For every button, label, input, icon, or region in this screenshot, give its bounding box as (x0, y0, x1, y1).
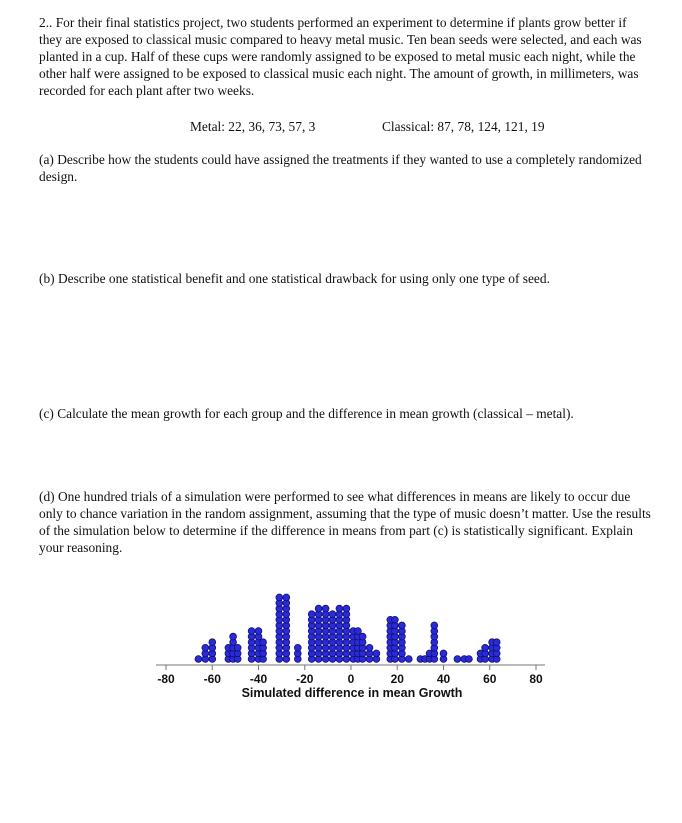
dot (482, 644, 489, 651)
dot (454, 656, 461, 663)
dot (230, 633, 237, 640)
x-tick-label: -60 (203, 672, 221, 686)
dot (195, 656, 202, 663)
classical-data: Classical: 87, 78, 124, 121, 19 (382, 119, 545, 134)
dot (355, 628, 362, 635)
dot (336, 605, 343, 612)
dot (248, 628, 255, 635)
dot (493, 639, 500, 646)
dot (399, 622, 406, 629)
x-tick-label: -40 (249, 672, 268, 686)
dot (392, 616, 399, 623)
x-axis-label: Simulated difference in mean Growth (241, 686, 463, 700)
dot-layer (195, 594, 500, 662)
dot (373, 650, 380, 657)
dot (276, 594, 283, 601)
dot (405, 656, 412, 663)
dot (234, 644, 241, 651)
dot (329, 611, 336, 618)
dot (466, 656, 473, 663)
problem-intro: 2.. For their final statistics project, two students performed an experiment to determine if plants grow better if they are exposed to classical music compared to heavy metal music. Ten bean seeds were selected, and each was planted in a cup. Half of these cups were randomly assigned to be exposed to metal music each night, while the other half were assigned to be exposed to classical music each night. The amount of growth, in millimeters, was recorded for each plant after two weeks. (39, 15, 642, 98)
dot (255, 628, 262, 635)
dot (343, 605, 350, 612)
simulation-dotplot (150, 570, 550, 710)
dot (202, 644, 209, 651)
dot (283, 594, 290, 601)
dot (294, 644, 301, 651)
x-tick-label: 0 (347, 672, 355, 686)
dot (260, 639, 267, 646)
dot (366, 644, 373, 651)
x-tick-label: -80 (157, 672, 175, 686)
dot (440, 650, 447, 657)
dot (359, 633, 366, 640)
dot (308, 611, 315, 618)
question-a: (a) Describe how the students could have assigned the treatments if they wanted to use a completely randomized design. (39, 152, 642, 184)
dot (209, 639, 216, 646)
question-d: (d) One hundred trials of a simulation were performed to see what differences in means are likely to occur due only to chance variation in the random assignment, assuming that the type of music doesn’t matter. Use the results of the simulation below to determine if the difference in means from part (c) is statistically significant. Explain your reasoning. (39, 489, 651, 555)
question-c: (c) Calculate the mean growth for each group and the difference in mean growth (classical – metal). (39, 406, 574, 421)
question-b: (b) Describe one statistical benefit and one statistical drawback for using only one type of seed. (39, 271, 550, 286)
metal-data: Metal: 22, 36, 73, 57, 3 (190, 119, 316, 134)
dot (431, 622, 438, 629)
x-tick-label: 60 (483, 672, 497, 686)
x-axis-ticks (157, 665, 543, 686)
dot (315, 605, 322, 612)
x-tick-label: 20 (390, 672, 404, 686)
x-tick-label: 40 (436, 672, 451, 686)
x-tick-label: 80 (529, 672, 543, 686)
dot (322, 605, 329, 612)
x-tick-label: -20 (296, 672, 314, 686)
